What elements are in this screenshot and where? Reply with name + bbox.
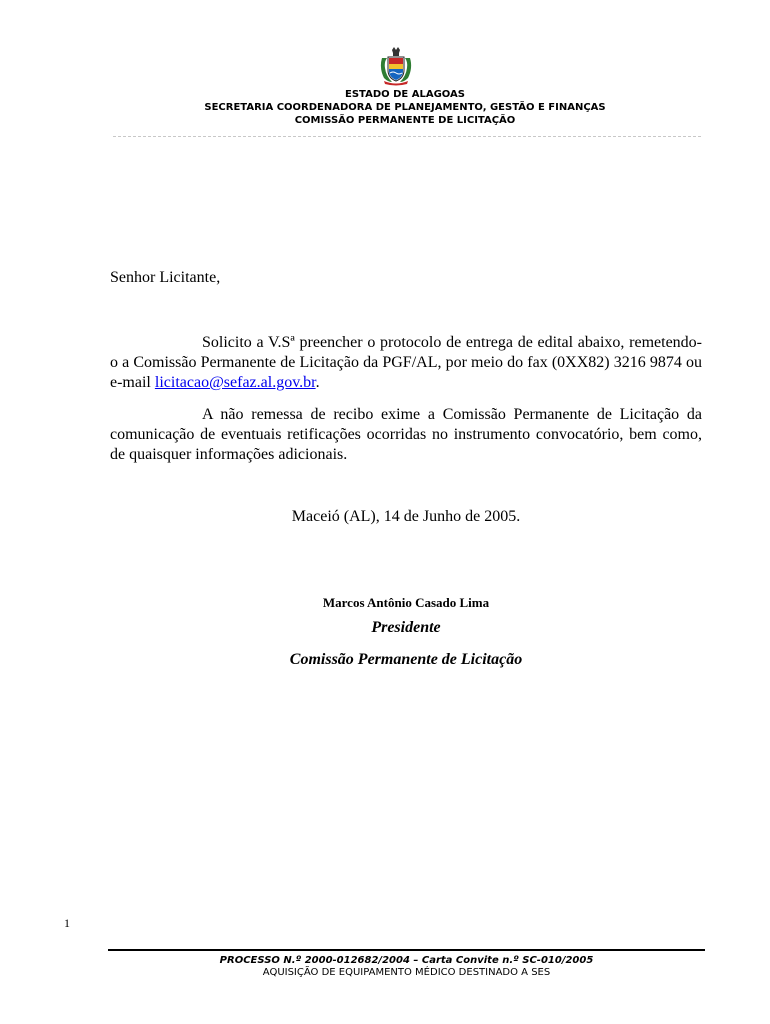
footer-process: PROCESSO N.º 2000-012682/2004 – Carta Convite n.º SC-010/2005 (219, 955, 594, 966)
header-state: ESTADO DE ALAGOAS (345, 89, 465, 100)
header-divider (113, 136, 701, 137)
signatory-department: Comissão Permanente de Licitação (289, 651, 523, 668)
header-commission: COMISSÃO PERMANENTE DE LICITAÇÃO (294, 115, 516, 126)
paragraph-request (110, 333, 702, 393)
page-number: 1 (64, 916, 70, 930)
email-link[interactable]: licitacao@sefaz.al.gov.br (154, 374, 316, 391)
signatory-name: Marcos Antônio Casado Lima (322, 595, 490, 610)
footer-divider (108, 949, 705, 951)
salutation: Senhor Licitante, (110, 269, 221, 286)
paragraph-notice: A não remessa de recibo exime a Comissão Permanente de Licitação da comunicação de eventuais retificações ocorridas no instrumento convocatório, bem como, de quaisquer informações adicionais. (110, 406, 702, 463)
coat-of-arms-icon (378, 46, 414, 86)
letter-date: Maceió (AL), 14 de Junho de 2005. (291, 508, 521, 525)
paragraph-request-end: . (315, 374, 320, 391)
footer-subject: AQUISIÇÃO DE EQUIPAMENTO MÉDICO DESTINADO A SES (262, 967, 551, 978)
paragraph-request-text: Solicito a V.Sª preencher o protocolo de entrega de edital abaixo, remetendo-o a Comissão Permanente de Licitação da PGF/AL, por meio do fax (0XX82) 3216 9874 ou e-mail (110, 334, 702, 391)
header-secretariat: SECRETARIA COORDENADORA DE PLANEJAMENTO, GESTÃO E FINANÇAS (204, 102, 606, 113)
signatory-role: Presidente (371, 619, 441, 636)
